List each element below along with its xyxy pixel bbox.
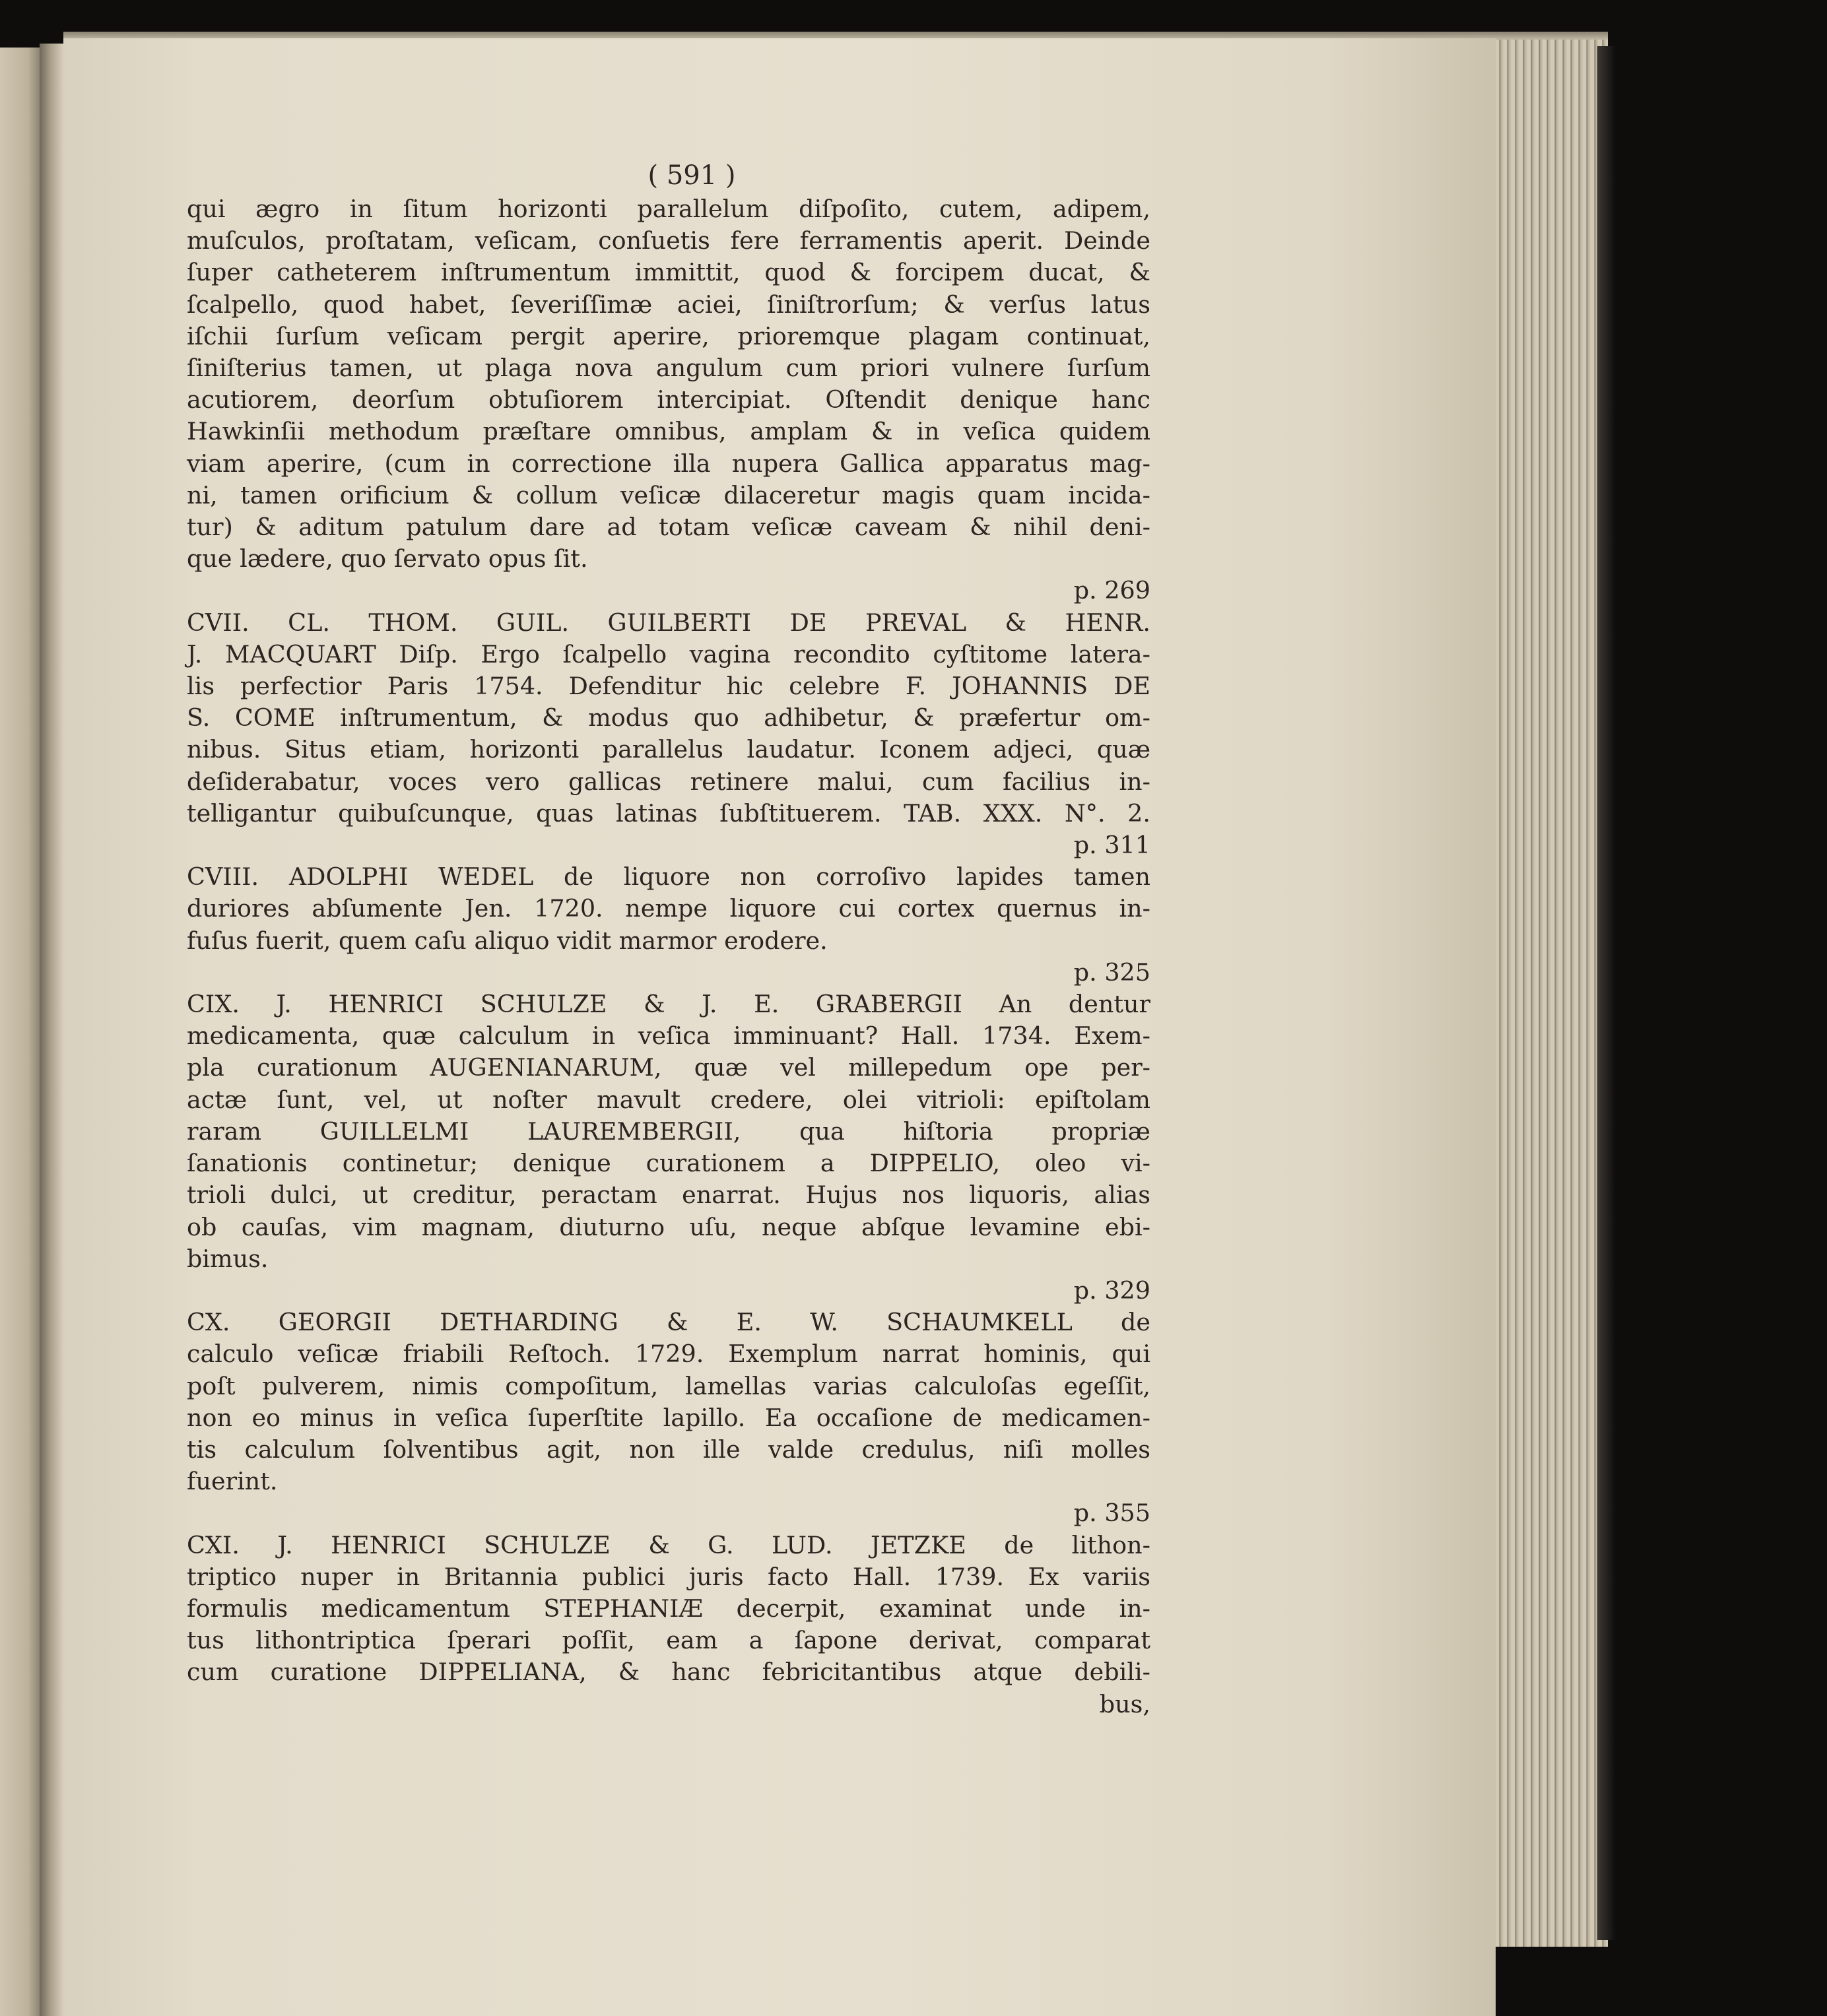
page-reference: p. 311	[1073, 831, 1150, 860]
text-line: cum curatione DIPPELIANA, & hanc febricitantibus atque debili-	[187, 1658, 1150, 1687]
page-reference: p. 325	[1073, 958, 1150, 987]
text-line: qui ægro in ſitum horizonti parallelum diſpoſito, cutem, adipem,	[187, 195, 1150, 223]
text-line: J. MACQUART Diſp. Ergo ſcalpello vagina recondito cyſtitome latera-	[187, 639, 1150, 668]
book-gutter	[40, 44, 63, 2016]
text-line: deſiderabatur, voces vero gallicas retinere malui, cum facilius in-	[187, 767, 1150, 796]
text-line: viam aperire, (cum in correctione illa nupera Gallica apparatus mag-	[187, 449, 1150, 478]
text-line: poſt pulverem, nimis compoſitum, lamellas varias calculoſas egeſſit,	[187, 1371, 1150, 1400]
text-line: telligantur quibuſcunque, quas latinas ſubſtituerem. TAB. XXX. N°. 2.	[187, 798, 1150, 828]
text-line: triptico nuper in Britannia publici juris facto Hall. 1739. Ex variis	[187, 1562, 1150, 1591]
entry-heading: CVIII. ADOLPHI WEDEL de liquore non corroſivo lapides tamen	[187, 862, 1150, 892]
fore-edge-stack	[1496, 40, 1608, 1947]
text-line: actæ ſunt, vel, ut noſter mavult credere, olei vitrioli: epiſtolam	[187, 1085, 1150, 1114]
text-line: ſuper catheterem inſtrumentum immittit, quod & forcipem ducat, &	[187, 258, 1150, 287]
text-line: ob cauſas, vim magnam, diuturno uſu, neque abſque levamine ebi-	[187, 1212, 1150, 1241]
text-line: muſculos, proſtatam, veſicam, conſuetis fere ferramentis aperit. Deinde	[187, 226, 1150, 255]
text-line: calculo veſicæ friabili Reſtoch. 1729. Exemplum narrat hominis, qui	[187, 1340, 1150, 1369]
text-line: nibus. Situs etiam, horizonti parallelus laudatur. Iconem adjeci, quæ	[187, 735, 1150, 764]
entry-heading: CXI. J. HENRICI SCHULZE & G. LUD. JETZKE de lithon-	[187, 1530, 1150, 1559]
text-line: trioli dulci, ut creditur, peractam enarrat. Hujus nos liquoris, alias	[187, 1181, 1150, 1210]
page-text	[187, 160, 1150, 1720]
text-line: S. COME inſtrumentum, & modus quo adhibetur, & præfertur om-	[187, 703, 1150, 732]
left-page-edge	[0, 48, 40, 2016]
text-line: tis calculum ſolventibus agit, non ille valde credulus, niſi molles	[187, 1435, 1150, 1464]
text-line: fuerint.	[187, 1467, 278, 1496]
text-line: fuſus fuerit, quem caſu aliquo vidit marmor erodere.	[187, 926, 828, 955]
text-line: duriores abſumente Jen. 1720. nempe liquore cui cortex quernus in-	[187, 894, 1150, 923]
fore-edge-shadow	[1597, 46, 1616, 1940]
text-line: ſanationis continetur; denique curationem a DIPPELIO, oleo vi-	[187, 1149, 1150, 1178]
text-line: pla curationum AUGENIANARUM, quæ vel millepedum ope per-	[187, 1053, 1150, 1082]
page-reference: p. 269	[1073, 576, 1150, 605]
text-line: medicamenta, quæ calculum in veſica imminuant? Hall. 1734. Exem-	[187, 1022, 1150, 1051]
text-line: acutiorem, deorſum obtuſiorem intercipiat. Oſtendit denique hanc	[187, 385, 1150, 414]
page-number: ( 591 )	[648, 160, 736, 191]
text-line: tus lithontriptica ſperari poſſit, eam a ſapone derivat, comparat	[187, 1626, 1150, 1655]
catchword: bus,	[1099, 1689, 1150, 1718]
entry-heading: CIX. J. HENRICI SCHULZE & J. E. GRABERGII An dentur	[187, 990, 1150, 1019]
text-line: raram GUILLELMI LAUREMBERGII, qua hiſtoria propriæ	[187, 1117, 1150, 1146]
page-reference: p. 355	[1073, 1499, 1150, 1528]
page-reference: p. 329	[1073, 1276, 1150, 1305]
text-line: ſiniſterius tamen, ut plaga nova angulum cum priori vulnere ſurſum	[187, 354, 1150, 383]
text-line: non eo minus in veſica ſuperſtite lapillo. Ea occaſione de medicamen-	[187, 1403, 1150, 1432]
text-line: ſcalpello, quod habet, ſeveriſſimæ aciei, ſiniſtrorſum; & verſus latus	[187, 290, 1150, 319]
text-line: lis perfectior Paris 1754. Defenditur hic celebre F. JOHANNIS DE	[187, 672, 1150, 701]
text-line: bimus.	[187, 1244, 269, 1273]
text-line: Hawkinſii methodum præſtare omnibus, amplam & in veſica quidem	[187, 417, 1150, 446]
text-line: tur) & aditum patulum dare ad totam veſicæ caveam & nihil deni-	[187, 513, 1150, 542]
text-line: iſchii ſurſum veſicam pergit aperire, prioremque plagam continuat,	[187, 321, 1150, 350]
entry-heading: CX. GEORGII DETHARDING & E. W. SCHAUMKELL de	[187, 1308, 1150, 1337]
text-line: ni, tamen orificium & collum veſicæ dilaceretur magis quam incida-	[187, 480, 1150, 509]
text-line: formulis medicamentum STEPHANIÆ decerpit, examinat unde in-	[187, 1594, 1150, 1623]
text-line: que lædere, quo ſervato opus ſit.	[187, 544, 588, 573]
entry-heading: CVII. CL. THOM. GUIL. GUILBERTI DE PREVAL & HENR.	[187, 608, 1150, 637]
